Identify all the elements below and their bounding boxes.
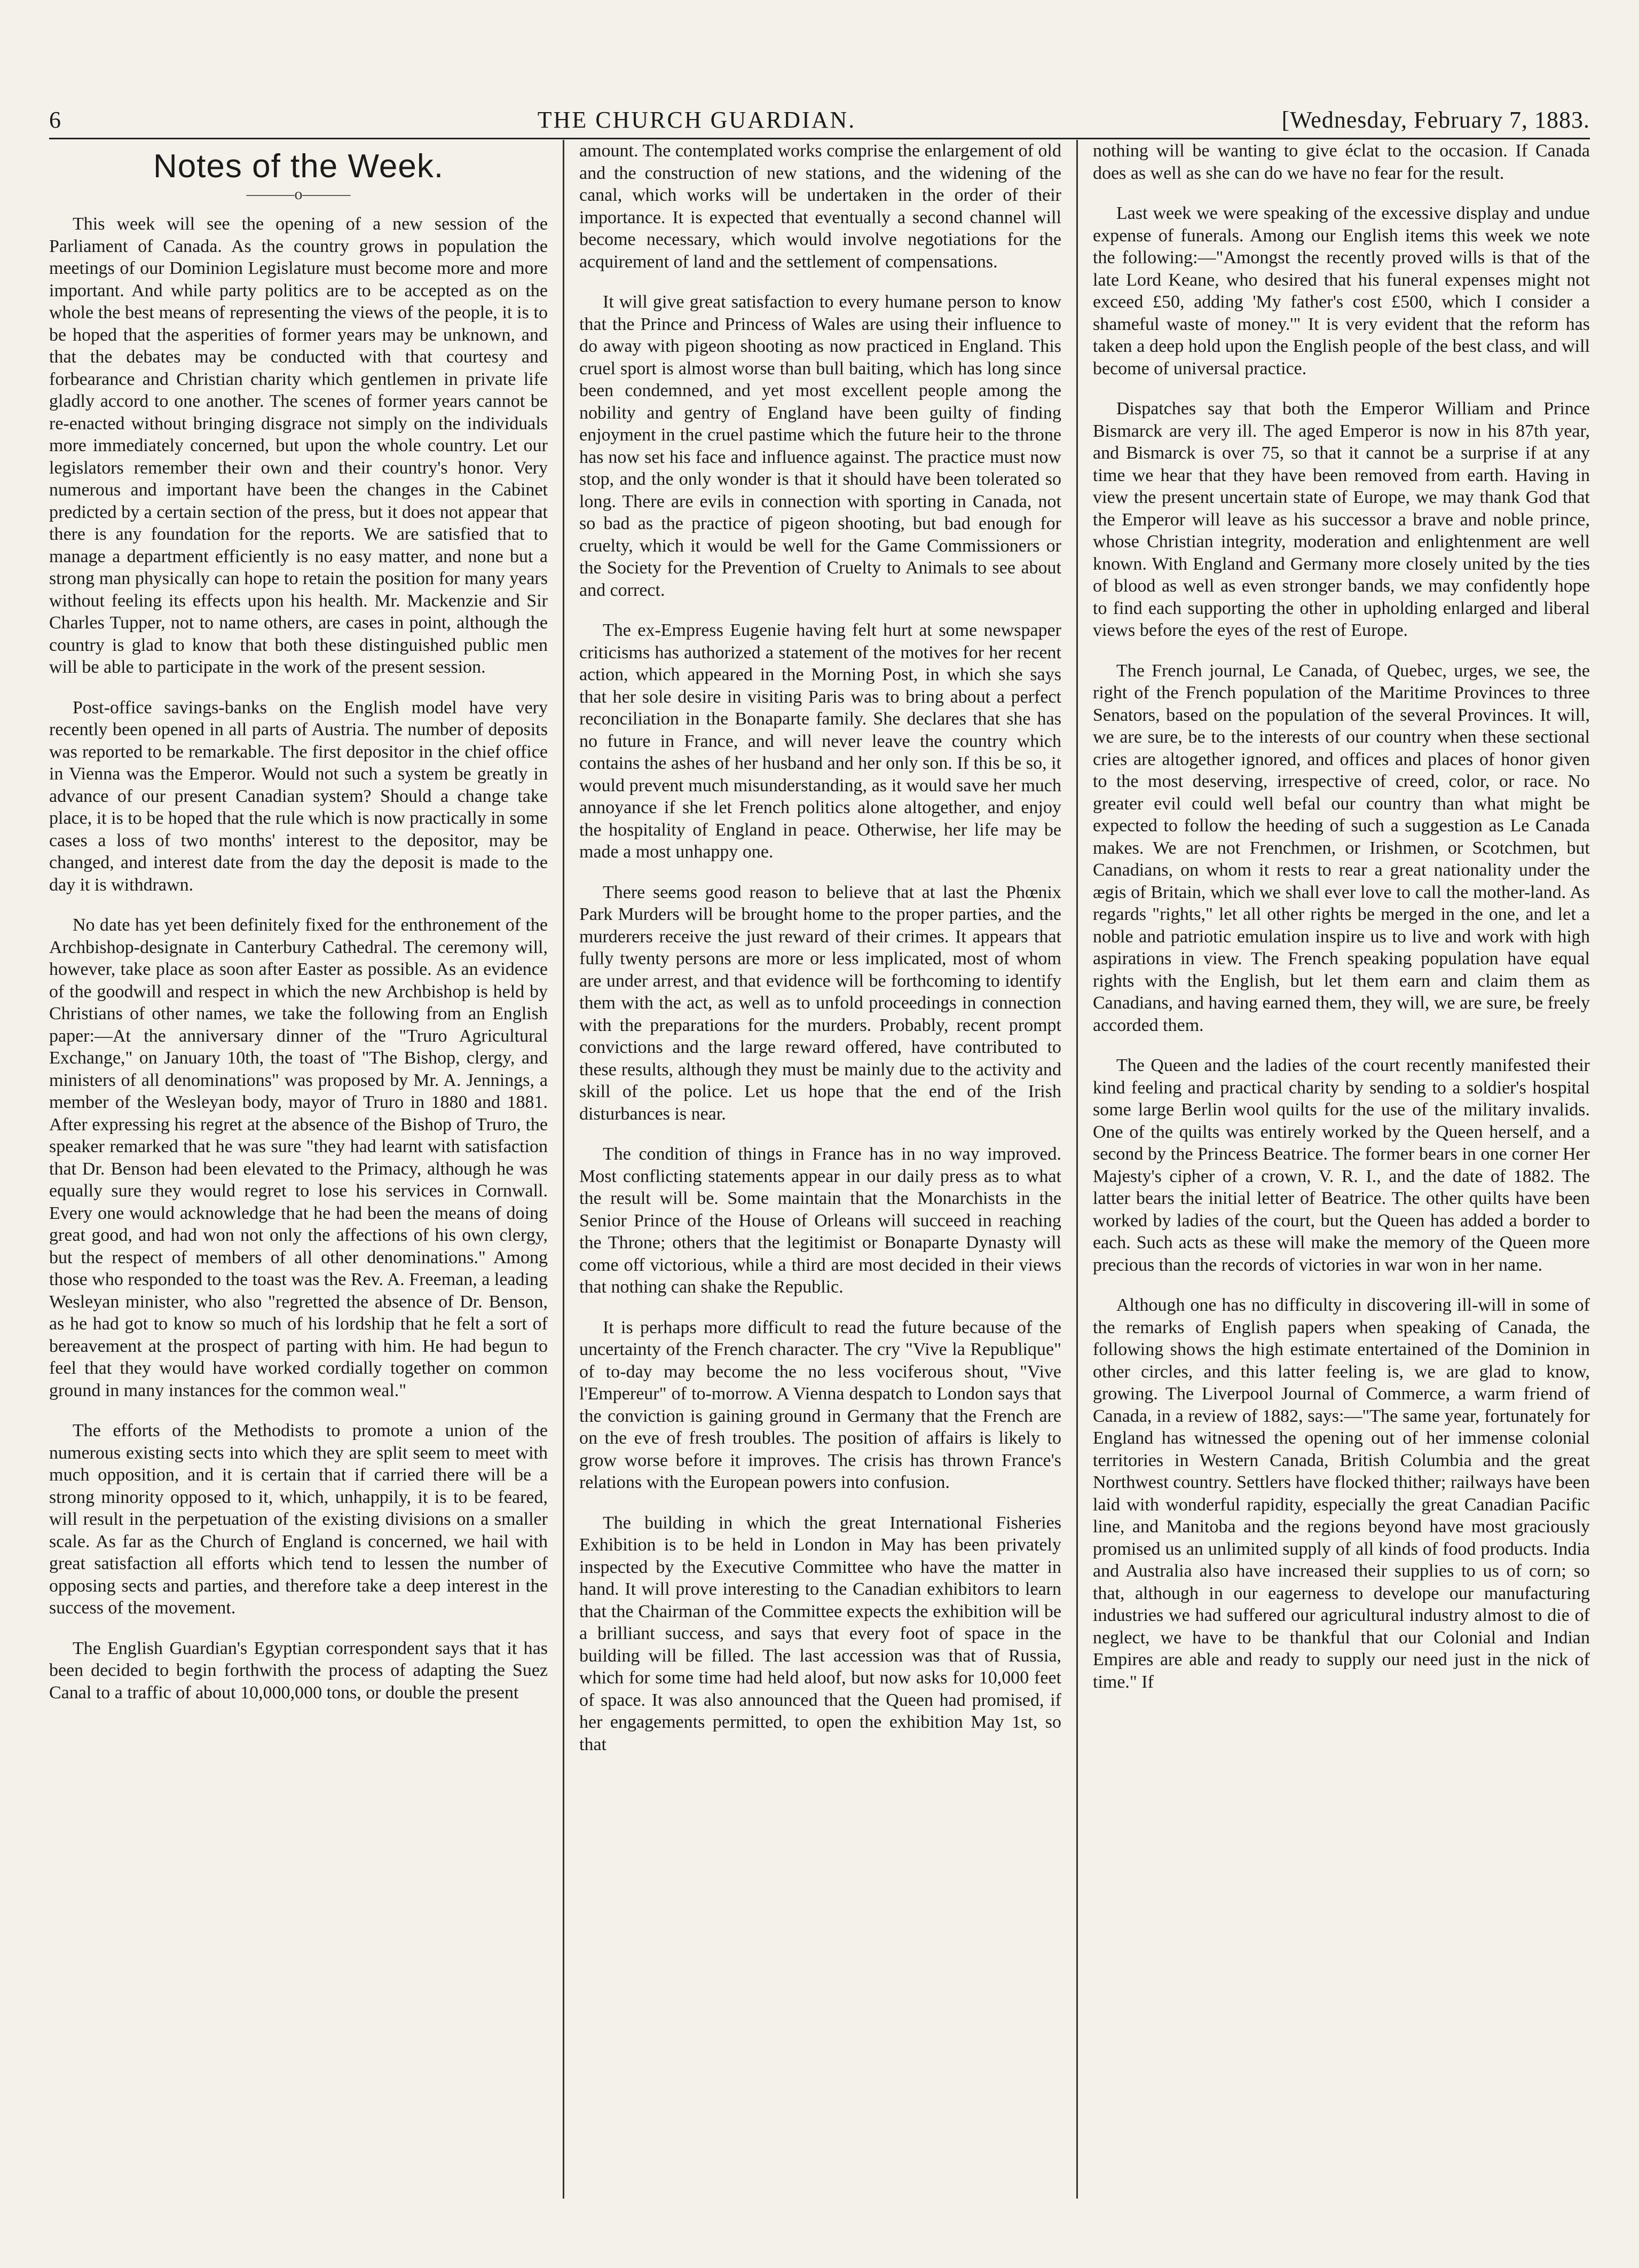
paragraph-continued: amount. The contemplated works comprise the enlargement of old and the construction of new stations, and the widening of the canal, which works will be undertaken in the order of their importance. It is expected that eventually a second channel will become necessary, which would involve negotiations for the acquirement of land and the settlement of compensations.: [579, 141, 1061, 272]
paragraph: The French journal, Le Canada, of Quebec, urges, we see, the right of the French population of the Maritime Provinces to three Senators, based on the population of the several Provinces. It will, we are sure, be to the interests of our country when these sectional cries are altogether ignored, and offices and places of honor given to the most deserving, irrespective of creed, color, or race. No greater evil could well befal our country than what might be expected to follow the heeding of such a suggestion as Le Canada makes. We are not Frenchmen, or Irishmen, or Scotchmen, but Canadians, on whom it rests to rear a great nationality under the ægis of Britain, which we shall ever love to call the mother-land. As regards "rights," let all other rights be merged in the one, and let a noble and patriotic emulation inspire us to live and work with high aspirations in view. The French speaking population have equal rights with the English, but let them earn and claim them as Canadians, and having earned them, they will, we are sure, be freely accorded them.: [1093, 660, 1590, 1035]
article-columns: [49, 140, 1590, 2199]
paragraph: The Queen and the ladies of the court recently manifested their kind feeling and practical charity by sending to a soldier's hospital some large Berlin wool quilts for the use of the military invalids. One of the quilts was entirely worked by the Queen herself, and a second by the Princess Beatrice. The former bears in one corner Her Majesty's cipher of a crown, V. R. I., and the date of 1882. The latter bears the initial letter of Beatrice. The other quilts have been worked by ladies of the court, but the Queen has added a border to each. Such acts as these will make the memory of the Queen more precious than the records of victories in war won in her name.: [1093, 1056, 1590, 1275]
paragraph: It is perhaps more difficult to read the future because of the uncertainty of the French character. The cry "Vive la Republique" of to-day may become the no less vociferous shout, "Vive l'Empereur" of to-morrow. A Vienna despatch to London says that the conviction is gaining ground in Germany that the French are on the eve of fresh troubles. The position of affairs is likely to grow worse before it improves. The crisis has thrown France's relations with the European powers into confusion.: [579, 1317, 1061, 1492]
paragraph: Dispatches say that both the Emperor William and Prince Bismarck are very ill. The aged Emperor is now in his 87th year, and Bismarck is over 75, so that it cannot be a surprise if at any time we hear that they have been removed from earth. Having in view the present uncertain state of Europe, we may thank God that the Emperor will leave as his successor a brave and noble prince, whose Christian integrity, moderation and enlightenment are well known. With England and Germany more closely united by the ties of blood as well as even stronger bands, we may confidently hope to find each supporting the other in upholding enlarged and liberal views before the eyes of the rest of Europe.: [1093, 399, 1590, 640]
paragraph: This week will see the opening of a new session of the Parliament of Canada. As the country grows in population the meetings of our Dominion Legislature must become more and more important. And while party politics are to be accepted as on the whole the best means of representing the views of the people, it is to be hoped that the asperities of former years may be unknown, and that the debates may be conducted with that courtesy and forbearance and Christian charity which gentlemen in private life gladly accord to one another. The scenes of former years cannot be re-enacted without bringing disgrace not simply on the individuals more immediately concerned, but upon the whole country. Let our legislators remember their own and their country's honor. Very numerous and important have been the changes in the Cabinet predicted by a certain section of the press, but it does not appear that there is any foundation for the reports. We are satisfied that to manage a department efficiently is no easy matter, and none but a strong man physically can hope to retain the position for many years without feeling its effects upon his health. Mr. Mackenzie and Sir Charles Tupper, not to name others, are cases in point, although the country is glad to know that both these distinguished public men will be able to participate in the work of the present session.: [49, 214, 548, 677]
paragraph: Post-office savings-banks on the English model have very recently been opened in all parts of Austria. The number of deposits was reported to be remarkable. The first depositor in the chief office in Vienna was the Emperor. Would not such a system be greatly in advance of our present Canadian system? Should a change take place, it is to be hoped that the rule which is now practically in some cases a loss of two months' interest to the depositor, may be changed, and interest date from the day the deposit is made to the day it is withdrawn.: [49, 697, 548, 895]
paragraph: The ex-Empress Eugenie having felt hurt at some newspaper criticisms has authorized a statement of the motives for her recent action, which appeared in the Morning Post, in which she says that her sole desire in visiting Paris was to bring about a perfect reconciliation in the Bonaparte family. She declares that she has no future in France, and will never leave the country which contains the ashes of her husband and her only son. If this be so, it would prevent much misunderstanding, as it would save her much annoyance if she let French politics alone altogether, and enjoy the hospitality of England in peace. Otherwise, her life may be made a most unhappy one.: [579, 620, 1061, 862]
paragraph: The condition of things in France has in no way improved. Most conflicting statements appear in our daily press as to what the result will be. Some maintain that the Monarchists in the Senior Prince of the House of Orleans will succeed in reaching the Throne; others that the legitimist or Bonaparte Dynasty will come off victorious, while a third are most decided in their views that nothing can shake the Republic.: [579, 1144, 1061, 1297]
section-title: Notes of the Week.: [153, 148, 444, 185]
paragraph: There seems good reason to believe that at last the Phœnix Park Murders will be brought home to the proper parties, and the murderers receive the just reward of their crimes. It appears that fully twenty persons are more or less implicated, most of whom are under arrest, and that evidence will be forthcoming to identify them with the act, as well as to unfold proceedings in connection with the preparations for the murders. Probably, recent prompt convictions and the large reward offered, have contributed to these results, although they must be mainly due to the activity and skill of the police. Let us hope that the end of the Irish disturbances is near.: [579, 882, 1061, 1124]
page-header: [49, 96, 1590, 139]
newspaper-title: THE CHURCH GUARDIAN.: [537, 107, 856, 133]
paragraph: The building in which the great International Fisheries Exhibition is to be held in London in May has been privately inspected by the Executive Committee who have the matter in hand. It will prove interesting to the Canadian exhibitors to learn that the Chairman of the Committee expects the exhibition will be a brilliant success, and says that every foot of space in the building will be filled. The last accession was that of Russia, which for some time had held aloof, but now asks for 10,000 feet of space. It was also announced that the Queen had promised, if her engagements permitted, to open the exhibition May 1st, so that: [579, 1513, 1061, 1754]
section-divider: ———o———: [246, 185, 351, 203]
paragraph: No date has yet been definitely fixed for the enthronement of the Archbishop-designate in Canterbury Cathedral. The ceremony will, however, take place as soon after Easter as possible. As an evidence of the goodwill and respect in which the new Archbishop is held by Christians of other names, we take the following from an English paper:—At the anniversary dinner of the "Truro Agricultural Exchange," on January 10th, the toast of "The Bishop, clergy, and ministers of all denominations" was proposed by Mr. A. Jennings, a member of the Wesleyan body, mayor of Truro in 1880 and 1881. After expressing his regret at the absence of the Bishop of Truro, the speaker remarked that he was sure "they had learnt with satisfaction that Dr. Benson had been elevated to the Primacy, although he was equally sure they would regret to lose his services in Cornwall. Every one would acknowledge that he had been the means of doing great good, and had won not only the affections of his own clergy, but the respect of members of all other denominations." Among those who responded to the toast was the Rev. A. Freeman, a leading Wesleyan minister, who also "regretted the absence of Dr. Benson, as he had got to know so much of his lordship that he felt a sort of bereavement at the prospect of parting with him. He had begun to feel that they would have worked cordially together on common ground in many instances for the common weal.": [49, 915, 548, 1400]
paragraph: The efforts of the Methodists to promote a union of the numerous existing sects into which they are split seem to meet with much opposition, and it is certain that if carried there will be a strong minority opposed to it, which, unhappily, it is to be feared, will result in the perpetuation of the existing divisions on a smaller scale. As far as the Church of England is concerned, we hail with great satisfaction all efforts which tend to lessen the number of opposing sects and parties, and therefore take a deep interest in the success of the movement.: [49, 1421, 548, 1618]
page-number: 6: [49, 107, 61, 133]
paragraph: Although one has no difficulty in discovering ill-will in some of the remarks of English papers when speaking of Canada, the following shows the high estimate entertained of the Dominion in other circles, and this latter feeling is, we are glad to know, growing. The Liverpool Journal of Commerce, a warm friend of Canada, in a review of 1882, says:—"The same year, fortunately for England has witnessed the opening out of her immense colonial territories in Western Canada, British Columbia and the great Northwest country. Settlers have flocked thither; railways have been laid with wonderful rapidity, especially the great Canadian Pacific line, and Manitoba and the regions beyond have most graciously promised us an unlimited supply of all kinds of food products. India and Australia also have increased their supplies to us of corn; so that, although in our eagerness to develope our manufacturing industries we had suffered our agricultural industry almost to die of neglect, we have to be thankful that our Colonial and Indian Empires are able and ready to supply our need just in the nick of time." If: [1093, 1295, 1590, 1692]
paragraph-continued: nothing will be wanting to give éclat to the occasion. If Canada does as well as she can do we have no fear for the result.: [1093, 141, 1590, 183]
paragraph: It will give great satisfaction to every humane person to know that the Prince and Princess of Wales are using their influence to do away with pigeon shooting as now practiced in England. This cruel sport is almost worse than bull baiting, which has long since been condemned, and yet most excellent people among the nobility and gentry of England have been guilty of finding enjoyment in the cruel pastime which the future heir to the throne has now set his face and influence against. The practice must now stop, and the only wonder is that it should have been tolerated so long. There are evils in connection with sporting in Canada, not so bad as the practice of pigeon shooting, but bad enough for cruelty, which it would be well for the Game Commissioners or the Society for the Prevention of Cruelty to Animals to see about and correct.: [579, 292, 1061, 600]
paragraph: The English Guardian's Egyptian correspondent says that it has been decided to begin forthwith the process of adapting the Suez Canal to a traffic of about 10,000,000 tons, or double the present: [49, 1638, 548, 1703]
paragraph: Last week we were speaking of the excessive display and undue expense of funerals. Among our English items this week we note the following:—"Amongst the recently proved wills is that of the late Lord Keane, who desired that his funeral expenses might not exceed £50, adding 'My father's cost £500, which I consider a shameful waste of money.'" It is very evident that the reform has taken a deep hold upon the English people of the best class, and will become of universal practice.: [1093, 203, 1590, 379]
column-2: [563, 140, 1076, 2199]
column-3: [1076, 140, 1590, 2199]
column-1: [49, 140, 563, 2199]
issue-date: [Wednesday, February 7, 1883.: [1281, 107, 1590, 133]
